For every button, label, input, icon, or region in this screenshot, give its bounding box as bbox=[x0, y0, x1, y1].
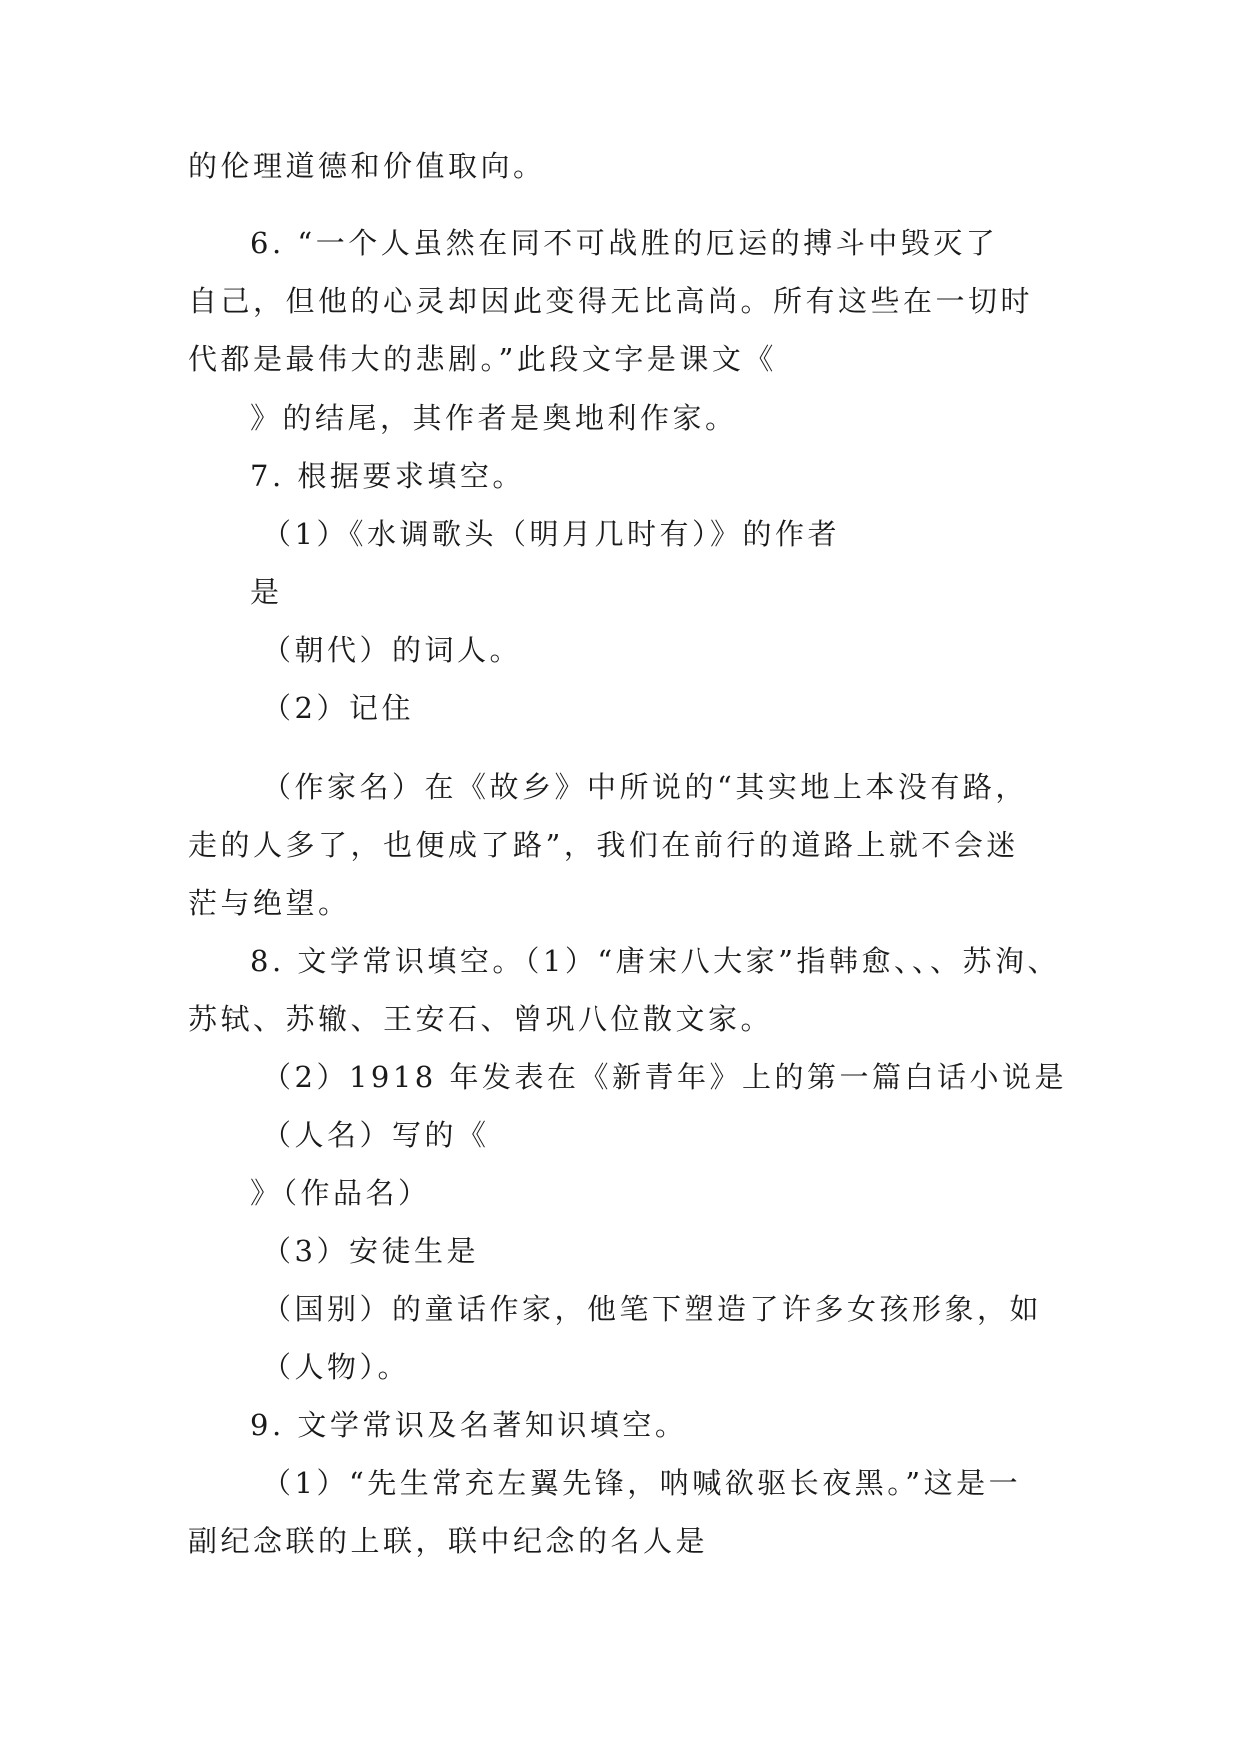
text-line: （1）《水调歌头（明月几时有）》的作者 bbox=[262, 517, 840, 551]
text-line: （3）安徒生是 bbox=[262, 1234, 479, 1268]
text-line: 6. “一个人虽然在同不可战胜的厄运的搏斗中毁灭了 bbox=[250, 226, 999, 260]
text-line: 副纪念联的上联，联中纪念的名人是 bbox=[188, 1524, 709, 1558]
text-line: （国别）的童话作家，他笔下塑造了许多女孩形象，如 bbox=[262, 1292, 1043, 1326]
text-line: 》（作品名） bbox=[250, 1176, 431, 1210]
text-line: 苏轼、苏辙、王安石、曾巩八位散文家。 bbox=[188, 1002, 774, 1036]
text-line: （朝代）的词人。 bbox=[262, 633, 523, 667]
text-line: （人名）写的《 bbox=[262, 1118, 490, 1152]
text-line: （2）1918 年发表在《新青年》上的第一篇白话小说是 bbox=[262, 1060, 1067, 1094]
text-line: 代都是最伟大的悲剧。”此段文字是课文《 bbox=[188, 342, 777, 376]
text-line: 》的结尾，其作者是奥地利作家。 bbox=[250, 401, 738, 435]
text-line: 是 bbox=[250, 575, 283, 609]
text-line: （人物）。 bbox=[262, 1350, 411, 1384]
text-line: （作家名）在《故乡》中所说的“其实地上本没有路， bbox=[262, 770, 1028, 804]
text-line: 9. 文学常识及名著知识填空。 bbox=[250, 1408, 688, 1442]
text-line: 茫与绝望。 bbox=[188, 886, 351, 920]
text-line: 自己，但他的心灵却因此变得无比高尚。所有这些在一切时 bbox=[188, 284, 1034, 318]
text-line: （1）“先生常充左翼先锋，呐喊欲驱长夜黑。”这是一 bbox=[262, 1466, 1022, 1500]
text-line: 7. 根据要求填空。 bbox=[250, 459, 525, 493]
text-line: 走的人多了，也便成了路”，我们在前行的道路上就不会迷 bbox=[188, 828, 1019, 862]
text-line: （2）记住 bbox=[262, 691, 414, 725]
text-line: 8. 文学常识填空。（1）“唐宋八大家”指韩愈、、、苏洵、 bbox=[250, 944, 1060, 978]
text-line: 的伦理道德和价值取向。 bbox=[188, 149, 546, 183]
